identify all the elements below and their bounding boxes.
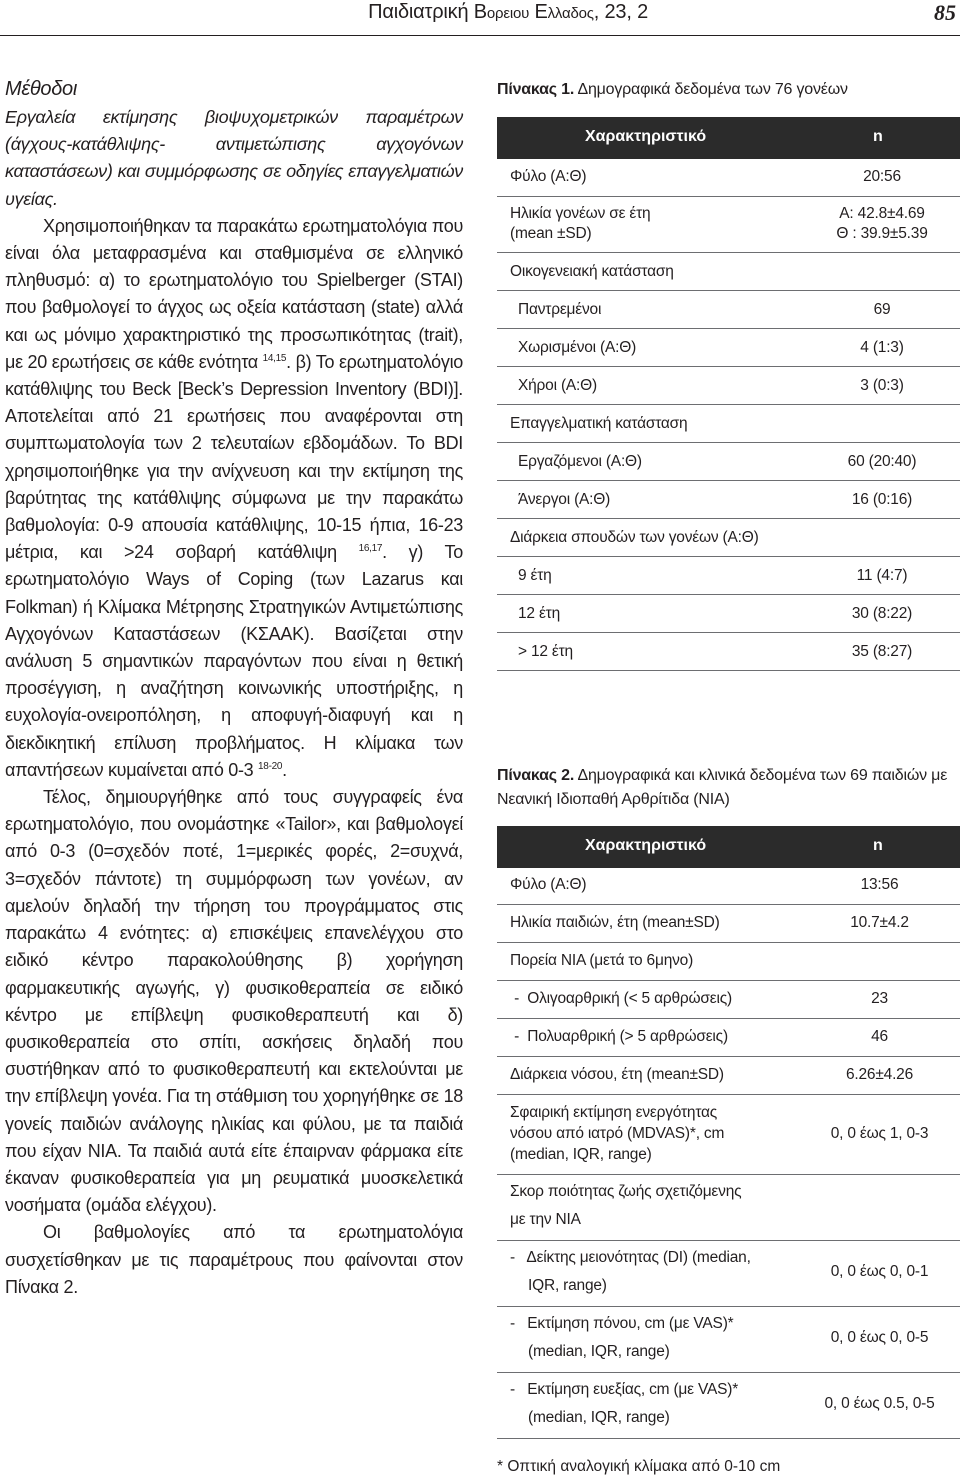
table-row: > 12 έτη 35 (8:27) xyxy=(497,632,960,671)
table-row: Χωρισμένοι (Α:Θ) 4 (1:3) xyxy=(497,328,960,367)
paragraph-tailor: Τέλος, δημιουργήθηκε από τους συγγραφείς ένα ερωτηματολόγιο, που ονομάστηκε «Tailor», και βαθμολογεί από 0-3 (0=σχεδόν ποτέ, 1=μερικές φορές, 2=συχνά, 3=σχεδόν πάντοτε) τη συμμόρφωση των γονέων, αν αμελούν δηλαδή την τήρηση του προγράμματος στις παρακάτω 4 ενότητες: α) επισκέψεις επανελέγχου στο ειδικό κέντρο παρακολούθησης β) χορήγηση φαρμακευτικής αγωγής, γ) φυσικοθεραπεία σε ειδικό κέντρο με επίβλεψη φυσικοθεραπευτή και δ) φυσικοθεραπεία στο σπίτι, ασκήσεις δηλαδή που συστήθηκαν από το φυσικοθεραπευτή και εκτελούνται με την επίβλεψη γονέα. Για τη στάθμιση του χορηγήθηκε σε 18 γονείς παιδιών ανάλογης ηλικίας και φύλου, με τα παιδιά που είχαν ΝΙΑ. Τα παιδιά αυτά είτε έπαιρναν φάρμακα είτε έκαναν φυσικοθεραπεία για μη ρευματικά μυοσκελετικά νοσήματα (ομάδα ελέγχου). xyxy=(5,787,463,1216)
citation: 18-20 xyxy=(258,760,283,772)
table-row: Εργαζόμενοι (Α:Θ) 60 (20:40) xyxy=(497,442,960,481)
subsection-heading: Εργαλεία εκτίμησης βιοψυχομετρικών παραμέτρων (άγχους-κατάθλιψης- αντιμετώπισης αγχογόνων καταστάσεων) και συμμόρφωσης σε οδηγίες επαγγελματιών υγείας. xyxy=(5,107,463,209)
table-row: - Εκτίμηση πόνου, cm (με VAS)* (median, IQR, range) 0, 0 έως 0, 0-5 xyxy=(497,1306,960,1373)
table-row: Σκορ ποιότητας ζωής σχετιζόμενης με την ΝΙΑ xyxy=(497,1174,960,1241)
paragraph-questionnaires: Χρησιμοποιήθηκαν τα παρακάτω ερωτηματολόγια που είναι όλα μεταφρασμένα και σταθμισμένα σε ελληνικό πληθυσμό: α) το ερωτηματολόγιο του Spielberger (STAI) που βαθμολογεί το άγχος ως οξεία κατάσταση (state) αλλά και ως μόνιμο χαρακτηριστικό της προσωπικότητας (trait), με 20 ερωτήσεις σε κάθε ενότητα $^{14,15}$. β) Το ερωτηματολόγιο κατάθλιψης του Beck [Beck’s Depression Inventory (BDI)]. Αποτελείται από 21 ερωτήσεις που αναφέρονται στη συμπτωματολογία των 2 τελευταίων εβδομάδων. Το BDI χρησιμοποιήθηκε για την ανίχνευση και την εκτίμηση της βαρύτητας της κατάθλιψης σύμφωνα με την παρακάτω βαθμολογία: 0-9 απουσία κατάθλιψης, 10-15 ήπια, 16-23 μέτρια, και >24 σοβαρή κατάθλιψη $^{16,17}$. γ) Το ερωτηματολόγιο Ways of Coping (των Lazarus και Folkman) ή Κλίμακα Μέτρησης Στρατηγικών Αντιμετώπισης Αγχογόνων Καταστάσεων (ΚΣΑΑΚ). Βασίζεται στην ανάλυση 5 σημαντικών παραγόντων που είναι η θετική προσέγγιση, η αναζήτηση κοινωνικής υποστήριξης, η ευχολογία-ονειροπόληση, η αποφυγή-διαφυγή και η διεκδικητική επίλυση προβλήματος. Η κλίμακα των απαντήσεων κυμαίνεται από 0-3 $^{18-20}$. xyxy=(5,215,463,780)
table2-col-characteristic: Χαρακτηριστικό xyxy=(585,837,707,854)
table1-col-characteristic: Χαρακτηριστικό xyxy=(585,128,707,145)
table-row: Άνεργοι (Α:Θ) 16 (0:16) xyxy=(497,480,960,519)
citation: 16,17 xyxy=(358,543,383,555)
table-row: Πορεία ΝΙΑ (μετά το 6μηνο) xyxy=(497,942,960,981)
table-row: Διάρκεια σπουδών των γονέων (Α:Θ) xyxy=(497,518,960,557)
table2-col-n: n xyxy=(873,837,883,854)
table-row: Ηλικία παιδιών, έτη (mean±SD) 10.7±4.2 xyxy=(497,904,960,943)
table-row: Παντρεμένοι 69 xyxy=(497,290,960,329)
table2-caption: Πίνακας 2. Δημογραφικά και κλινικά δεδομένα των 69 παιδιών με Νεανική Ιδιοπαθή Αρθρίτιδα (ΝΙΑ) xyxy=(497,767,948,808)
table-row: - Εκτίμηση ευεξίας, cm (με VAS)* (median, IQR, range) 0, 0 έως 0.5, 0-5 xyxy=(497,1372,960,1439)
table1-caption: Πίνακας 1. Δημογραφικά δεδομένα των 76 γονέων xyxy=(497,81,848,98)
paragraph-correlation: Οι βαθμολογίες από τα ερωτηματολόγια συσχετίσθηκαν με τις παραμέτρους που φαίνονται στον Πίνακα 2. xyxy=(5,1222,463,1297)
journal-title: Παιδιατρική Βορειου Ελλαδος, 23, 2 xyxy=(368,1,648,23)
table-row: 9 έτη 11 (4:7) xyxy=(497,556,960,595)
citation: 14,15 xyxy=(262,352,287,364)
table-row: Σφαιρική εκτίμηση ενεργότητας νόσου από ιατρό (MDVAS)*, cm (median, IQR, range) 0, 0 έως 1, 0-3 xyxy=(497,1094,960,1175)
table-row: Οικογενειακή κατάσταση xyxy=(497,252,960,291)
page-number: 85 xyxy=(934,0,956,25)
table-row: - Ολιγοαρθρική (< 5 αρθρώσεις) 23 xyxy=(497,980,960,1019)
left-column xyxy=(5,74,463,1301)
table-row: 12 έτη 30 (8:22) xyxy=(497,594,960,633)
table-row: Χήροι (Α:Θ) 3 (0:3) xyxy=(497,366,960,405)
section-heading: Μέθοδοι xyxy=(5,78,78,100)
table-row: - Πολυαρθρική (> 5 αρθρώσεις) 46 xyxy=(497,1018,960,1057)
table-row: Επαγγελματική κατάσταση xyxy=(497,404,960,443)
table1-col-n: n xyxy=(873,128,883,145)
table-row: Φύλο (Α:Θ) 13:56 xyxy=(497,868,960,905)
table-row: Φύλο (Α:Θ) 20:56 xyxy=(497,159,960,197)
table2-footnote: * Οπτική αναλογική κλίμακα από 0-10 cm xyxy=(497,1458,781,1475)
running-header xyxy=(0,0,960,33)
table-row: - Δείκτης μειονότητας (DI) (median, IQR, range) 0, 0 έως 0, 0-1 xyxy=(497,1240,960,1307)
table2-header xyxy=(497,826,960,868)
table-row: Ηλικία γονέων σε έτη (mean ±SD) Α: 42.8±4.69 Θ : 39.9±5.39 xyxy=(497,196,960,253)
header-rule xyxy=(0,35,960,36)
table-row: Διάρκεια νόσου, έτη (mean±SD) 6.26±4.26 xyxy=(497,1056,960,1095)
table1-header xyxy=(497,117,960,159)
